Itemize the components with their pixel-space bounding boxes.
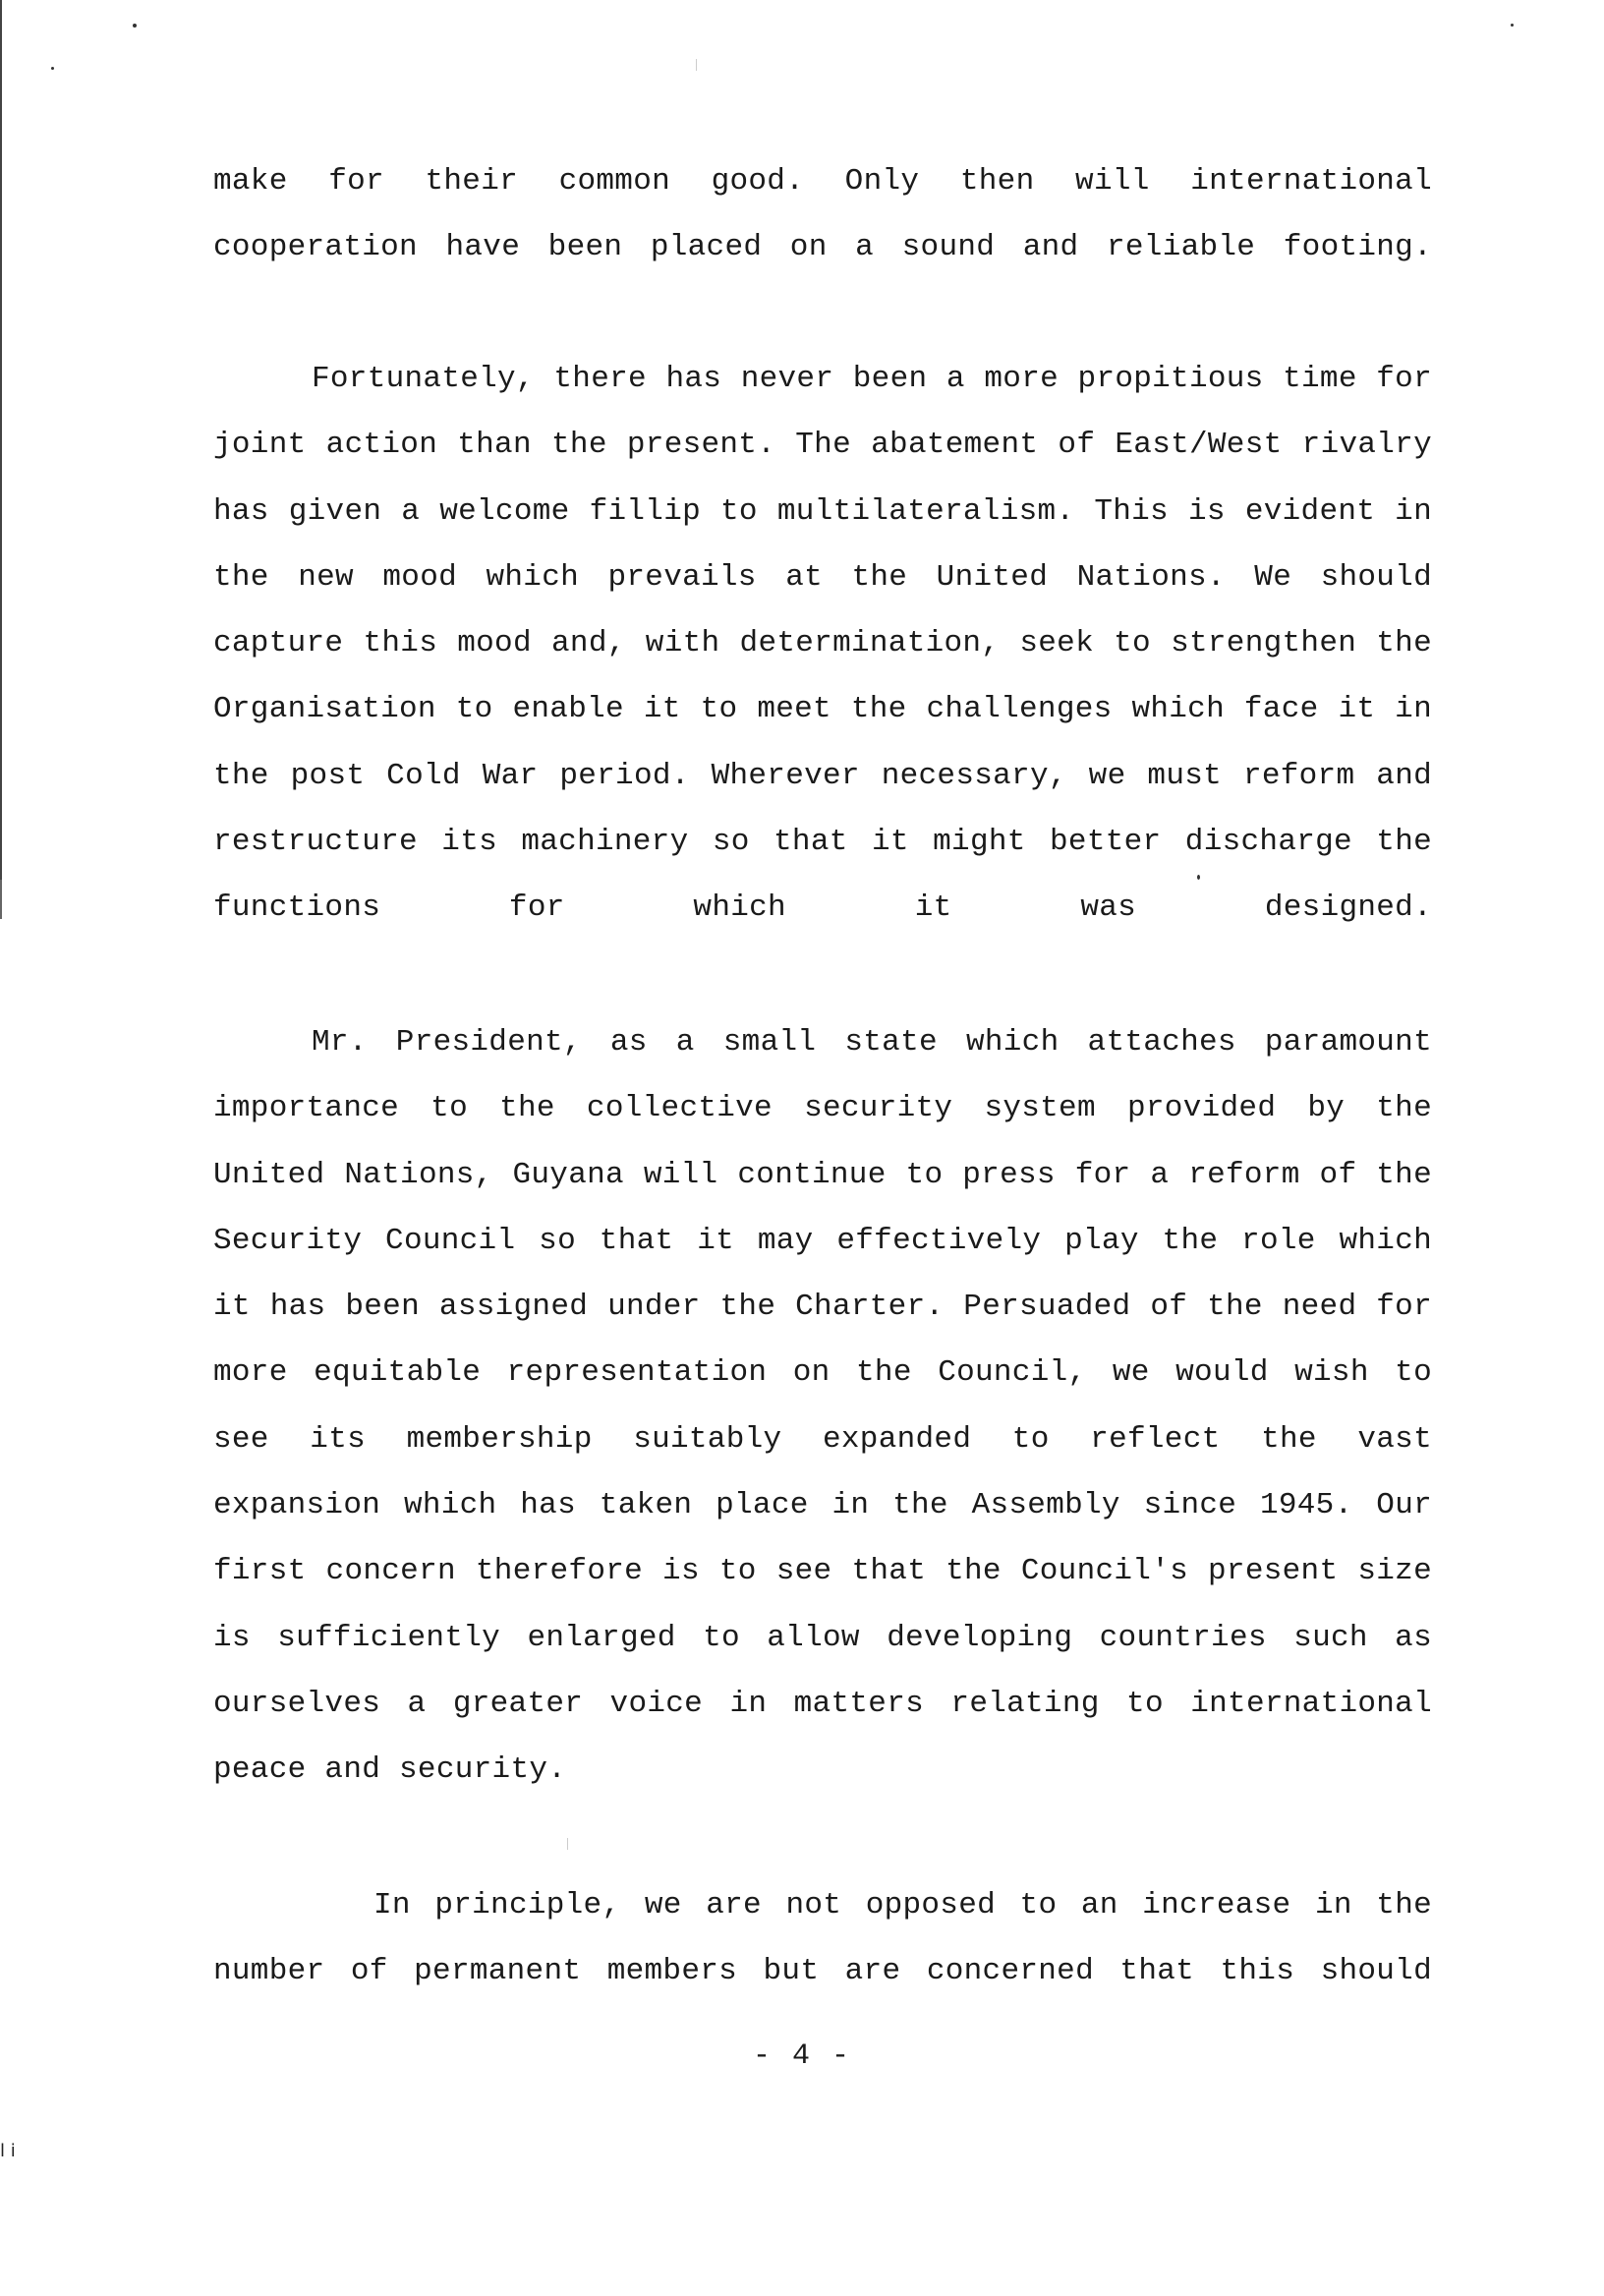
scan-speck: [51, 67, 54, 70]
scan-edge-line: [0, 0, 2, 914]
scan-speck: [133, 24, 137, 28]
scan-corner-mark: l i: [0, 2141, 16, 2161]
scan-mark: [696, 59, 697, 71]
paragraph-propitious-time: Fortunately, there has never been a more propitious time for joint action than the present. The abatement of East/West rivalry has given a welcome fillip to multilateralism. This is evident in the new mood which prevails at the United Nations. We should capture this mood and, with determination, seek to strengthen the Organisation to enable it to meet the challenges which face it in the post Cold War period. Wherever necessary, we must reform and restructure its machinery so that it might better discharge the functions for which it was designed.: [213, 362, 1432, 926]
paragraph-security-council-reform: Mr. President, as a small state which attaches paramount importance to the collective security system provided by the United Nations, Guyana will continue to press for a reform of the Security Council so that it may effectively play the role which it has been assigned under the Charter. Persuaded of the need for more equitable representation on the Council, we would wish to see its membership suitably expanded to reflect the vast expansion which has taken place in the Assembly since 1945. Our first concern therefore is to see that the Council's present size is sufficiently enlarged to allow developing countries such as ourselves a greater voice in matters relating to international peace and security.: [213, 1025, 1432, 1788]
paragraph-permanent-members: In principle, we are not opposed to an increase in the number of permanent members but are concerned that this should: [213, 1888, 1432, 1989]
scan-mark: [567, 1838, 568, 1850]
paragraph-continuation: make for their common good. Only then will international cooperation have been placed on a sound and reliable footing.: [213, 164, 1432, 265]
scan-edge-line-lower: [0, 880, 2, 919]
page-number: - 4 -: [752, 2039, 851, 2073]
scan-speck: [1511, 24, 1514, 27]
